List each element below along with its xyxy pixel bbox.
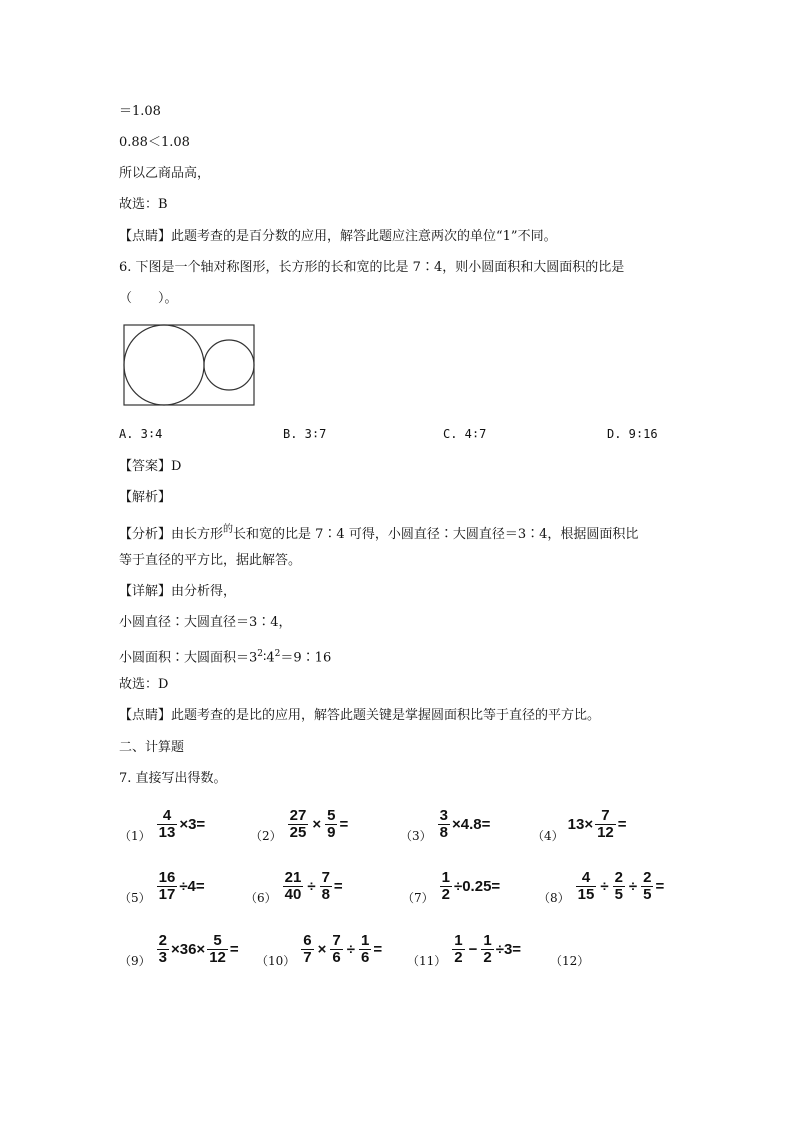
q7-title: 7. 直接写出得数。 xyxy=(119,771,227,786)
problem-11: （11） $\frac{1}{2}$ − $\frac{1}{2}$ ÷3= xyxy=(407,932,522,968)
problem-2: （2） $\frac{27}{25}$ × $\frac{5}{9}$ = xyxy=(250,807,349,843)
option-d: D. 9∶16 xyxy=(607,427,658,441)
q6-step1: 小圆直径∶大圆直径＝3∶4， xyxy=(119,615,292,630)
line-compare: 0.88＜1.08 xyxy=(119,135,190,150)
option-c: C. 4∶7 xyxy=(443,427,487,441)
problem-12: （12） xyxy=(550,954,590,968)
problem-6: （6） $\frac{21}{40}$ ÷ $\frac{7}{8}$ = xyxy=(245,869,343,905)
q6-choice: 故选：D xyxy=(119,677,169,692)
q6-blank: （ ）。 xyxy=(119,291,178,306)
q6-answer: 【答案】D xyxy=(119,459,182,474)
problem-9: （9） $\frac{2}{3}$ ×36× $\frac{5}{12}$ = xyxy=(119,932,239,968)
problem-7: （7） $\frac{1}{2}$ ÷0.25= xyxy=(402,869,501,905)
large-circle xyxy=(124,325,204,405)
problem-10: （10） $\frac{6}{7}$ × $\frac{7}{6}$ ÷ $\frac{1}{6}$ = xyxy=(256,932,383,968)
problem-4: （4） 13× $\frac{7}{12}$ = xyxy=(532,807,627,843)
q6-fenxi-2: 等于直径的平方比，据此解答。 xyxy=(119,553,302,568)
problem-8: （8） $\frac{4}{15}$ ÷ $\frac{2}{5}$ ÷ $\frac{2}{5}$ = xyxy=(538,869,665,905)
option-b: B. 3∶7 xyxy=(283,427,327,441)
line-choice-b: 故选：B xyxy=(119,197,168,212)
problem-3: （3） $\frac{3}{8}$ ×4.8= xyxy=(400,807,491,843)
problem-1: （1） $\frac{4}{13}$ ×3= xyxy=(119,807,206,843)
comment-tag: 【点睛】 xyxy=(119,229,172,244)
q6-step2: 小圆面积∶大圆面积$=3^2∶4^2=9∶16$ xyxy=(119,649,332,666)
line-equals: ＝1.08 xyxy=(119,104,161,119)
q6-analysis-tag: 【解析】 xyxy=(119,490,172,505)
small-circle xyxy=(204,340,254,390)
comment-text: 此题考查的是百分数的应用，解答此题应注意两次的单位“1”不同。 xyxy=(171,229,557,244)
rectangle xyxy=(124,325,254,405)
line-conclusion: 所以乙商品高， xyxy=(119,166,211,181)
q6-detail: 【详解】由分析得， xyxy=(119,584,237,599)
rectangle-circles-diagram xyxy=(119,320,259,410)
problem-5: （5） $\frac{16}{17}$ ÷4= xyxy=(119,869,205,905)
section-heading: 二、计算题 xyxy=(119,740,185,755)
option-a: A. 3∶4 xyxy=(119,427,163,441)
q6-comment: 【点睛】此题考查的是比的应用，解答此题关键是掌握圆面积比等于直径的平方比。 xyxy=(119,708,601,723)
q6-fenxi: 【分析】由长方形$^的$长和宽的比是 7∶4 可得，小圆直径∶大圆直径＝3∶4，根据圆面积比 xyxy=(119,524,639,542)
comment-5 xyxy=(119,228,557,246)
q6-stem: 6. 下图是一个轴对称图形，长方形的长和宽的比是 7∶4，则小圆面积和大圆面积的比是 xyxy=(119,260,625,275)
